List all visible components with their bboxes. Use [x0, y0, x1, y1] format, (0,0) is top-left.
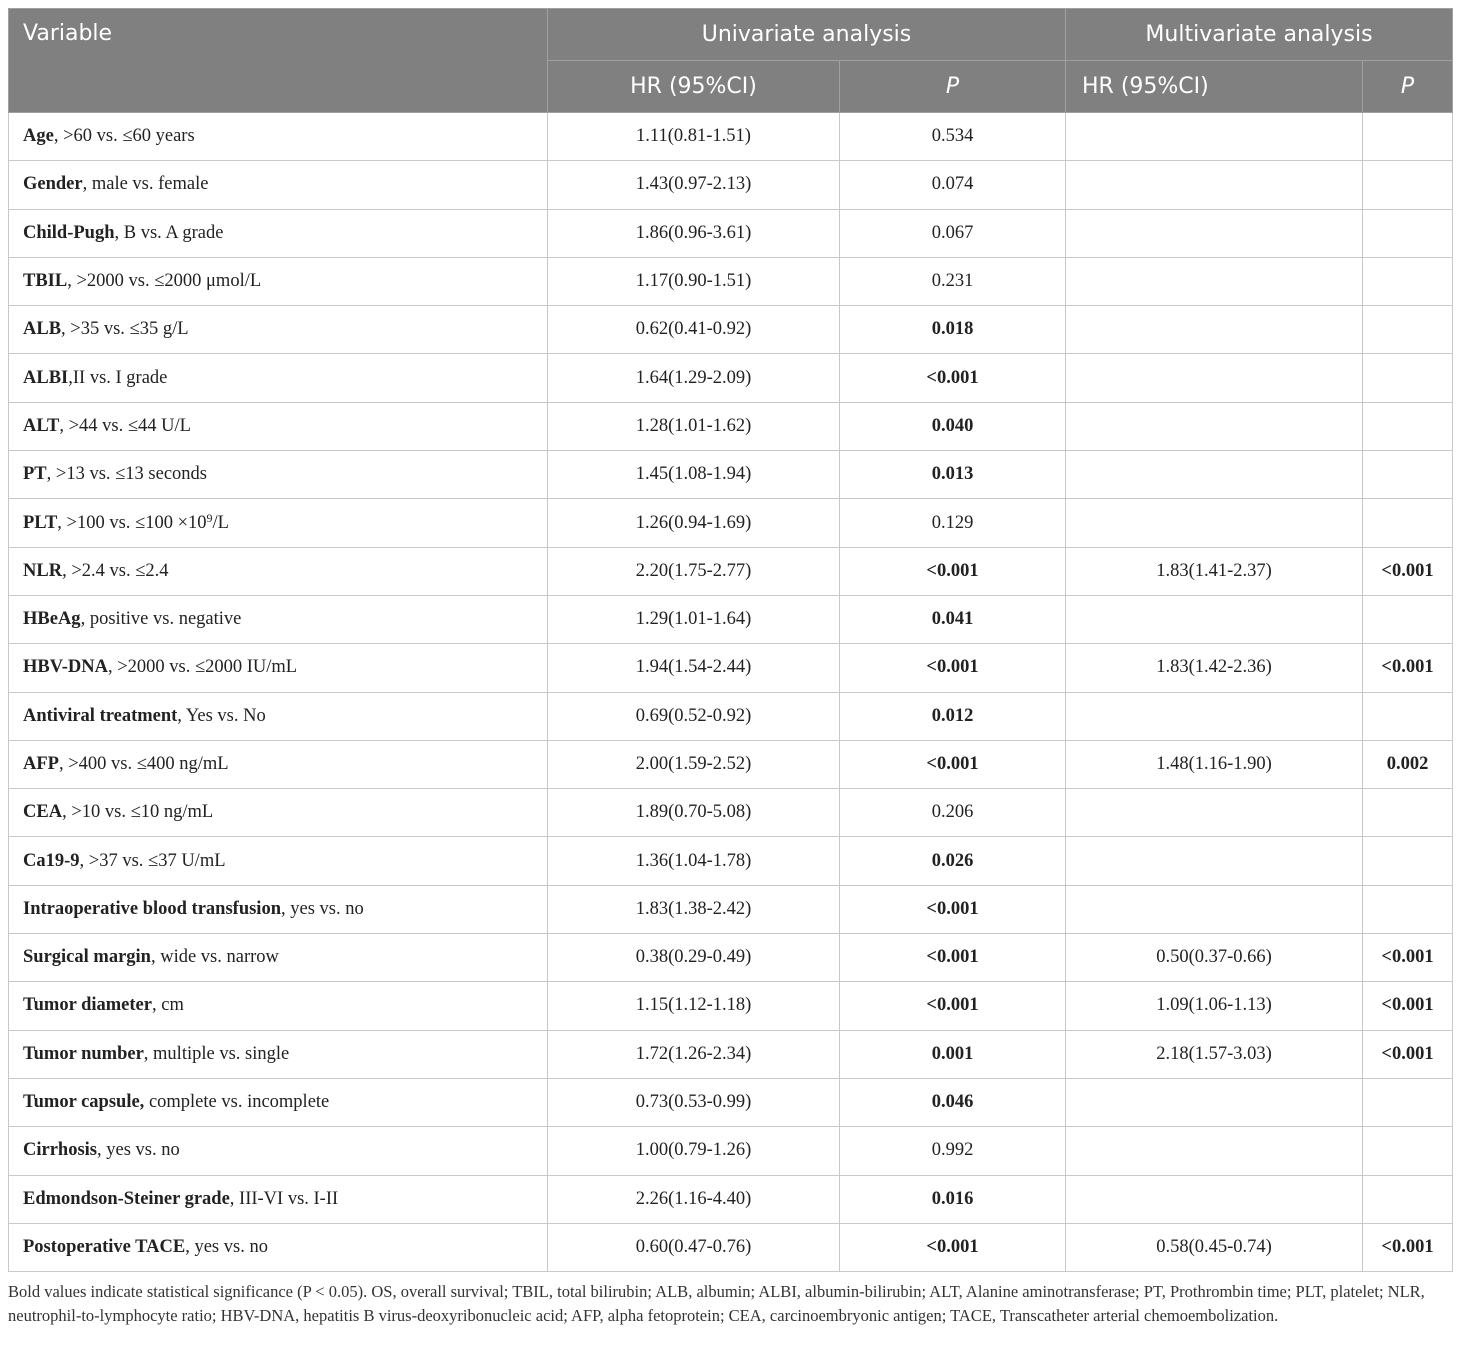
variable-name: Ca19-9	[23, 850, 80, 871]
variable-name: ALT	[23, 415, 60, 436]
variable-comparison: , yes vs. no	[185, 1236, 268, 1257]
univariate-p-cell: <0.001	[840, 885, 1066, 933]
variable-comparison: , III-VI vs. I-II	[229, 1188, 339, 1209]
univariate-hr-cell: 1.43(0.97-2.13)	[548, 161, 840, 209]
univariate-hr-cell: 1.29(1.01-1.64)	[548, 595, 840, 643]
univariate-p-cell: 0.046	[840, 1078, 1066, 1126]
multivariate-p-cell	[1363, 209, 1453, 257]
univariate-hr-cell: 1.26(0.94-1.69)	[548, 499, 840, 547]
univariate-p-cell: 0.013	[840, 451, 1066, 499]
multivariate-p-cell: <0.001	[1363, 934, 1453, 982]
multivariate-hr-cell	[1066, 209, 1363, 257]
multivariate-p-cell	[1363, 837, 1453, 885]
univariate-p-cell: <0.001	[840, 740, 1066, 788]
variable-name: ALBI	[23, 367, 69, 388]
multivariate-p-cell	[1363, 692, 1453, 740]
variable-cell	[9, 740, 548, 788]
table-row	[9, 354, 1453, 402]
footnote: Bold values indicate statistical significance (P < 0.05). OS, overall survival; TBIL, total bilirubin; ALB, albumin; ALBI, albumin-bilirubin; ALT, Alanine aminotransferase; PT, Prothrombin time; PLT, platelet; NLR, neutrophil-to-lymphocyte ratio; HBV-DNA, hepatitis B virus-deoxyribonucleic acid; AFP, alpha fetoprotein; CEA, carcinoembryonic antigen; TACE, Transcatheter arterial chemoembolization.	[8, 1282, 1425, 1326]
variable-comparison: , >10 vs. ≤10 ng/mL	[62, 802, 214, 823]
univariate-p-cell: 0.206	[840, 789, 1066, 837]
variable-cell	[9, 1078, 548, 1126]
table-row	[9, 595, 1453, 643]
variable-cell	[9, 451, 548, 499]
univariate-hr-cell: 0.62(0.41-0.92)	[548, 306, 840, 354]
table-container	[8, 8, 1452, 1328]
univariate-p-cell: <0.001	[840, 354, 1066, 402]
header-variable: Variable	[9, 9, 548, 113]
univariate-hr-cell: 1.36(1.04-1.78)	[548, 837, 840, 885]
variable-name: HBV-DNA	[23, 657, 108, 678]
variable-comparison: , >2000 vs. ≤2000 IU/mL	[107, 657, 298, 678]
table-row	[9, 644, 1453, 692]
variable-cell	[9, 402, 548, 450]
table-row	[9, 1175, 1453, 1223]
multivariate-p-cell	[1363, 499, 1453, 547]
table-row	[9, 306, 1453, 354]
univariate-p-cell: 0.026	[840, 837, 1066, 885]
variable-name: PT	[23, 464, 47, 485]
variable-name: Age	[23, 126, 54, 147]
variable-name: Edmondson-Steiner grade	[23, 1188, 230, 1209]
variable-cell	[9, 113, 548, 161]
multivariate-p-cell	[1363, 354, 1453, 402]
multivariate-p-cell: <0.001	[1363, 644, 1453, 692]
univariate-hr-cell: 1.94(1.54-2.44)	[548, 644, 840, 692]
variable-name: AFP	[23, 754, 59, 774]
header-multivariate-hr: HR (95%CI)	[1066, 61, 1363, 113]
multivariate-hr-cell	[1066, 113, 1363, 161]
variable-name: Surgical margin	[23, 947, 151, 968]
variable-cell	[9, 982, 548, 1030]
univariate-hr-cell: 1.89(0.70-5.08)	[548, 789, 840, 837]
table-row	[9, 402, 1453, 450]
table-row	[9, 740, 1453, 788]
variable-comparison: , B vs. A grade	[114, 222, 224, 243]
multivariate-hr-cell	[1066, 354, 1363, 402]
table-row	[9, 499, 1453, 547]
multivariate-hr-cell: 0.50(0.37-0.66)	[1066, 934, 1363, 982]
variable-cell	[9, 354, 548, 402]
table-row	[9, 982, 1453, 1030]
table-row	[9, 1223, 1453, 1271]
multivariate-p-cell	[1363, 1078, 1453, 1126]
multivariate-hr-cell	[1066, 1078, 1363, 1126]
variable-name: Tumor diameter	[23, 995, 152, 1016]
header-multivariate: Multivariate analysis	[1066, 9, 1453, 61]
header-multivariate-p: P	[1363, 61, 1453, 113]
univariate-hr-cell: 1.45(1.08-1.94)	[548, 451, 840, 499]
results-table	[8, 8, 1453, 1272]
multivariate-hr-cell	[1066, 885, 1363, 933]
univariate-p-cell: 0.129	[840, 499, 1066, 547]
variable-cell	[9, 837, 548, 885]
variable-cell	[9, 885, 548, 933]
multivariate-hr-cell: 1.83(1.41-2.37)	[1066, 547, 1363, 595]
univariate-p-cell: 0.012	[840, 692, 1066, 740]
univariate-p-cell: 0.001	[840, 1030, 1066, 1078]
variable-comparison: , multiple vs. single	[143, 1043, 290, 1064]
variable-cell	[9, 934, 548, 982]
variable-cell	[9, 499, 548, 547]
univariate-hr-cell: 1.00(0.79-1.26)	[548, 1127, 840, 1175]
variable-name: Intraoperative blood transfusion	[23, 898, 281, 919]
variable-cell	[9, 644, 548, 692]
multivariate-hr-cell: 1.83(1.42-2.36)	[1066, 644, 1363, 692]
variable-cell	[9, 1127, 548, 1175]
table-row	[9, 1078, 1453, 1126]
table-row	[9, 692, 1453, 740]
multivariate-p-cell: 0.002	[1363, 740, 1453, 788]
univariate-p-cell: <0.001	[840, 934, 1066, 982]
univariate-hr-cell: 1.17(0.90-1.51)	[548, 257, 840, 305]
table-row	[9, 934, 1453, 982]
univariate-hr-cell: 1.72(1.26-2.34)	[548, 1030, 840, 1078]
table-row	[9, 885, 1453, 933]
univariate-p-cell: 0.534	[840, 113, 1066, 161]
univariate-p-cell: 0.041	[840, 595, 1066, 643]
multivariate-hr-cell	[1066, 402, 1363, 450]
variable-comparison: , yes vs. no	[281, 898, 364, 919]
table-row	[9, 451, 1453, 499]
variable-comparison: , >2.4 vs. ≤2.4	[62, 560, 169, 581]
univariate-p-cell: 0.016	[840, 1175, 1066, 1223]
multivariate-hr-cell: 0.58(0.45-0.74)	[1066, 1223, 1363, 1271]
univariate-hr-cell: 2.00(1.59-2.52)	[548, 740, 840, 788]
table-row	[9, 1127, 1453, 1175]
multivariate-p-cell	[1363, 402, 1453, 450]
table-row	[9, 1030, 1453, 1078]
variable-name: Postoperative TACE	[23, 1236, 186, 1257]
multivariate-p-cell	[1363, 1175, 1453, 1223]
multivariate-p-cell: <0.001	[1363, 547, 1453, 595]
table-row	[9, 257, 1453, 305]
multivariate-hr-cell	[1066, 692, 1363, 740]
multivariate-hr-cell	[1066, 161, 1363, 209]
univariate-p-cell: <0.001	[840, 1223, 1066, 1271]
variable-comparison: , >37 vs. ≤37 U/mL	[79, 850, 226, 871]
variable-name: Tumor capsule,	[23, 1092, 145, 1113]
table-row	[9, 789, 1453, 837]
multivariate-hr-cell	[1066, 1127, 1363, 1175]
univariate-hr-cell: 1.64(1.29-2.09)	[548, 354, 840, 402]
variable-comparison: , Yes vs. No	[177, 705, 266, 726]
variable-comparison: , cm	[151, 995, 184, 1016]
multivariate-p-cell	[1363, 1127, 1453, 1175]
univariate-hr-cell: 1.28(1.01-1.62)	[548, 402, 840, 450]
multivariate-p-cell	[1363, 451, 1453, 499]
variable-comparison: , male vs. female	[82, 174, 209, 195]
multivariate-p-cell: <0.001	[1363, 1030, 1453, 1078]
multivariate-hr-cell: 2.18(1.57-3.03)	[1066, 1030, 1363, 1078]
univariate-p-cell: 0.074	[840, 161, 1066, 209]
univariate-p-cell: 0.018	[840, 306, 1066, 354]
variable-name: NLR	[23, 560, 63, 581]
unit-suffix: /L	[212, 512, 229, 533]
univariate-hr-cell: 0.60(0.47-0.76)	[548, 1223, 840, 1271]
variable-cell	[9, 595, 548, 643]
univariate-hr-cell: 1.86(0.96-3.61)	[548, 209, 840, 257]
variable-name: CEA	[23, 802, 63, 823]
variable-cell	[9, 789, 548, 837]
header-univariate: Univariate analysis	[548, 9, 1066, 61]
univariate-hr-cell: 2.20(1.75-2.77)	[548, 547, 840, 595]
variable-cell	[9, 692, 548, 740]
multivariate-p-cell	[1363, 789, 1453, 837]
table-row	[9, 837, 1453, 885]
variable-name: Antiviral treatment	[23, 705, 178, 726]
univariate-hr-cell: 0.38(0.29-0.49)	[548, 934, 840, 982]
univariate-hr-cell: 2.26(1.16-4.40)	[548, 1175, 840, 1223]
multivariate-p-cell	[1363, 595, 1453, 643]
variable-name: PLT	[23, 512, 58, 533]
variable-comparison: , >35 vs. ≤35 g/L	[61, 319, 189, 340]
multivariate-hr-cell	[1066, 306, 1363, 354]
table-row	[9, 209, 1453, 257]
variable-cell	[9, 209, 548, 257]
table-row	[9, 161, 1453, 209]
multivariate-p-cell	[1363, 257, 1453, 305]
univariate-p-cell: 0.040	[840, 402, 1066, 450]
table-body	[9, 113, 1453, 1272]
multivariate-hr-cell: 1.09(1.06-1.13)	[1066, 982, 1363, 1030]
univariate-p-cell: <0.001	[840, 547, 1066, 595]
variable-name: Cirrhosis	[23, 1140, 97, 1161]
variable-name: ALB	[23, 319, 62, 340]
superscript: 9	[206, 510, 213, 525]
variable-cell	[9, 1175, 548, 1223]
variable-cell	[9, 547, 548, 595]
univariate-p-cell: 0.067	[840, 209, 1066, 257]
univariate-hr-cell: 0.69(0.52-0.92)	[548, 692, 840, 740]
multivariate-p-cell: <0.001	[1363, 1223, 1453, 1271]
univariate-p-cell: 0.992	[840, 1127, 1066, 1175]
variable-comparison: , wide vs. narrow	[150, 947, 279, 968]
header-univariate-hr: HR (95%CI)	[548, 61, 840, 113]
multivariate-hr-cell	[1066, 789, 1363, 837]
variable-comparison: , >44 vs. ≤44 U/L	[59, 415, 191, 436]
variable-name: Tumor number	[23, 1043, 144, 1064]
univariate-hr-cell: 1.83(1.38-2.42)	[548, 885, 840, 933]
univariate-hr-cell: 0.73(0.53-0.99)	[548, 1078, 840, 1126]
variable-name: Gender	[23, 174, 83, 195]
variable-cell	[9, 1223, 548, 1271]
multivariate-hr-cell	[1066, 595, 1363, 643]
variable-cell	[9, 257, 548, 305]
table-row	[9, 547, 1453, 595]
variable-name: Child-Pugh	[23, 222, 115, 243]
multivariate-hr-cell	[1066, 1175, 1363, 1223]
univariate-p-cell: 0.231	[840, 257, 1066, 305]
variable-cell	[9, 1030, 548, 1078]
variable-comparison: , positive vs. negative	[80, 609, 242, 630]
table-header	[9, 9, 1453, 113]
variable-cell	[9, 161, 548, 209]
univariate-hr-cell: 1.15(1.12-1.18)	[548, 982, 840, 1030]
multivariate-hr-cell	[1066, 257, 1363, 305]
multivariate-hr-cell	[1066, 451, 1363, 499]
multivariate-p-cell	[1363, 113, 1453, 161]
multivariate-hr-cell: 1.48(1.16-1.90)	[1066, 740, 1363, 788]
multivariate-p-cell	[1363, 306, 1453, 354]
multivariate-p-cell: <0.001	[1363, 982, 1453, 1030]
variable-name: HBeAg	[23, 609, 81, 630]
univariate-p-cell: <0.001	[840, 982, 1066, 1030]
variable-comparison: , >2000 vs. ≤2000 μmol/L	[67, 271, 262, 292]
variable-comparison: , >100 vs. ≤100 ×10	[57, 512, 207, 533]
variable-comparison: , >13 vs. ≤13 seconds	[46, 464, 207, 485]
univariate-p-cell: <0.001	[840, 644, 1066, 692]
multivariate-p-cell	[1363, 161, 1453, 209]
variable-cell	[9, 306, 548, 354]
table-row	[9, 113, 1453, 161]
multivariate-hr-cell	[1066, 499, 1363, 547]
header-univariate-p: P	[840, 61, 1066, 113]
multivariate-p-cell	[1363, 885, 1453, 933]
variable-name: TBIL	[23, 271, 68, 292]
variable-comparison: , yes vs. no	[97, 1140, 180, 1161]
variable-comparison: complete vs. incomplete	[144, 1092, 330, 1113]
multivariate-hr-cell	[1066, 837, 1363, 885]
variable-comparison: , >400 vs. ≤400 ng/mL	[58, 754, 229, 774]
variable-comparison: , >60 vs. ≤60 years	[53, 126, 195, 147]
variable-comparison: ,II vs. I grade	[68, 367, 168, 388]
univariate-hr-cell: 1.11(0.81-1.51)	[548, 113, 840, 161]
